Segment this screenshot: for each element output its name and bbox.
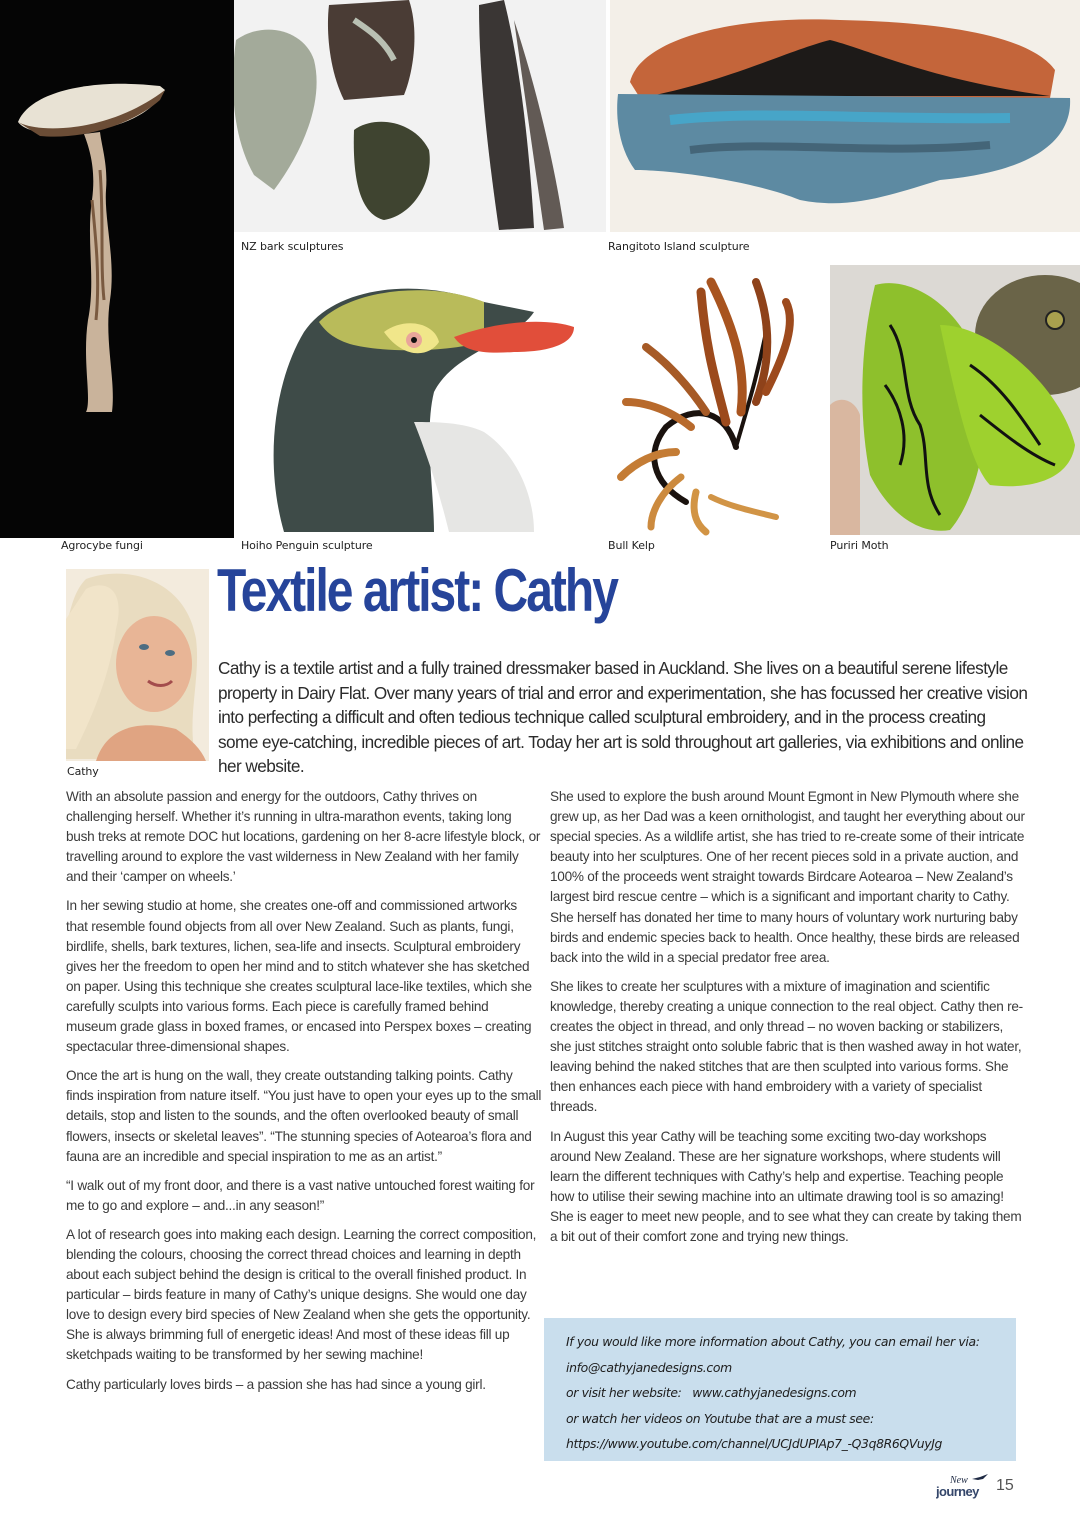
article-title: Textile artist: Cathy (217, 557, 617, 624)
bird-icon (972, 1474, 988, 1480)
photo-bull-kelp (606, 262, 828, 538)
caption-bull-kelp: Bull Kelp (608, 539, 655, 552)
photo-puriri-moth (830, 265, 1080, 535)
photo-hoiho-penguin-sculpture (234, 262, 606, 538)
email-link[interactable]: info@cathyjanedesigns.com (566, 1359, 732, 1375)
left-column (66, 787, 542, 1404)
caption-agrocybe-fungi: Agrocybe fungi (61, 539, 143, 552)
paragraph: A lot of research goes into making each design. Learning the correct composition, blending the colours, choosing the correct thread choices and learning in depth about each subject behind the design is critical to the overall finished product. In particular – birds feature in many of Cathy’s unique designs. She would one day love to design every bird species of New Zealand when she gets the opportunity. She is always brimming full of energetic ideas! And most of these ideas fill up sketchpads waiting to be transformed by her sewing machine! (66, 1226, 537, 1363)
photo-nz-bark-sculptures (234, 0, 606, 232)
page-number: 15 (996, 1477, 1014, 1494)
paragraph: She used to explore the bush around Mount Egmont in New Plymouth where she grew up, as her Dad was a keen ornithologist, and taught her everything about our special species. As a wildlife artist, she has tried to re-create some of their intricate beauty into her sculptures. One of her recent pieces sold in a private auction, and 100% of the proceeds went straight towards Birdcare Aotearoa – New Zealand’s largest bird rescue centre – which is a significant and important charity to Cathy. She herself has donated her time to many hours of voluntary work nurturing baby birds and endemic species back to health. Once healthy, these birds are released back into the wild in a special predator free area. (550, 789, 1025, 965)
caption-puriri-moth: Puriri Moth (830, 539, 889, 552)
caption-nz-bark-sculptures: NZ bark sculptures (241, 240, 344, 253)
paragraph: With an absolute passion and energy for the outdoors, Cathy thrives on challenging herself. Whether it’s running in ultra-marathon events, taking long bush treks at remote DOC hut locations, gardening on her 8-acre lifestyle block, or travelling around to explore the vast wilderness in New Zealand with her family and their ‘camper on wheels.’ (66, 789, 541, 885)
paragraph: “I walk out of my front door, and there is a vast native untouched forest waiting for me to go and explore – and...in any season!” (66, 1177, 535, 1213)
contact-intro: If you would like more information about Cathy, you can email her via: (566, 1334, 980, 1349)
photo-agrocybe-fungi (0, 0, 234, 538)
website-line (566, 1380, 1016, 1406)
caption-portrait: Cathy (67, 765, 99, 778)
paragraph: In August this year Cathy will be teaching some exciting two-day workshops around New Zealand. These are her signature workshops, where students will learn the different techniques with Cathy’s help and expertise. Teaching people how to utilise their sewing machine into an ultimate drawing tool is so amazing! She is eager to meet new people, and to see what they can create by taking them a bit out of their comfort zone and trying new things. (550, 1128, 1022, 1244)
article-intro: Cathy is a textile artist and a fully trained dressmaker based in Auckland. She lives on a beautiful serene lifestyle property in Dairy Flat. Over many years of trial and error and experimentation, she has focussed her creative vision into perfecting a difficult and often tedious technique called sculptural embroidery, and in the process creating some eye-catching, incredible pieces of art. Today her art is sold throughout art galleries, via exhibitions and online her website. (218, 658, 1028, 777)
youtube-link[interactable]: https://www.youtube.com/channel/UCJdUPIAp7_-Q3q8R6QVuyJg (566, 1436, 943, 1452)
right-column (550, 787, 1026, 1256)
paragraph: She likes to create her sculptures with a mixture of imagination and scientific knowledge, thereby creating a unique connection to the real object. Cathy then re-creates the object in thread, and only thread – no woven backing or stabilizers, she just stitches straight onto soluble fabric that is then washed away in hot water, leaving behind the naked stitches that are then sculpted into various forms. She then enhances each piece with hand embroidery with a variety of specialist threads. (550, 978, 1023, 1115)
photo-rangitoto-island-sculpture (610, 0, 1080, 232)
contact-info-box (544, 1318, 1016, 1461)
portrait-photo (66, 569, 209, 761)
new-journey-logo (936, 1473, 992, 1499)
svg-text:journey: journey (936, 1484, 979, 1499)
paragraph: In her sewing studio at home, she creates one-off and commissioned artworks that resemble found objects from all over New Zealand. Such as plants, fungi, birdlife, shells, bark textures, lichen, sea-life and insects. Sculptural embroidery gives her the freedom to open her mind and to stitch whatever she has sketched on paper. Using this technique she creates sculptural lace-like textiles, which she carefully sculpts into various forms. Each piece is carefully framed behind museum grade glass in boxed frames, or encased into Perspex boxes – creating spectacular three-dimensional shapes. (66, 898, 532, 1055)
logo-text-new: New (950, 1475, 968, 1486)
website-link[interactable]: www.cathyjanedesigns.com (692, 1385, 857, 1401)
youtube-label: or watch her videos on Youtube that are a must see: (566, 1410, 874, 1426)
paragraph: Cathy particularly loves birds – a passion she has had since a young girl. (66, 1376, 486, 1392)
caption-rangitoto-island-sculpture: Rangitoto Island sculpture (608, 240, 750, 253)
website-label: or visit her website: (566, 1385, 682, 1401)
caption-hoiho-penguin-sculpture: Hoiho Penguin sculpture (241, 539, 373, 552)
paragraph: Once the art is hung on the wall, they create outstanding talking points. Cathy finds inspiration from nature itself. “You just have to open your eyes up to the small details, stop and listen to the sounds, and the often overlooked beauty of small flowers, insects or skeletal leaves”. “The stunning species of Aotearoa’s flora and fauna are an incredible and special inspiration to me as an artist.” (66, 1068, 542, 1164)
